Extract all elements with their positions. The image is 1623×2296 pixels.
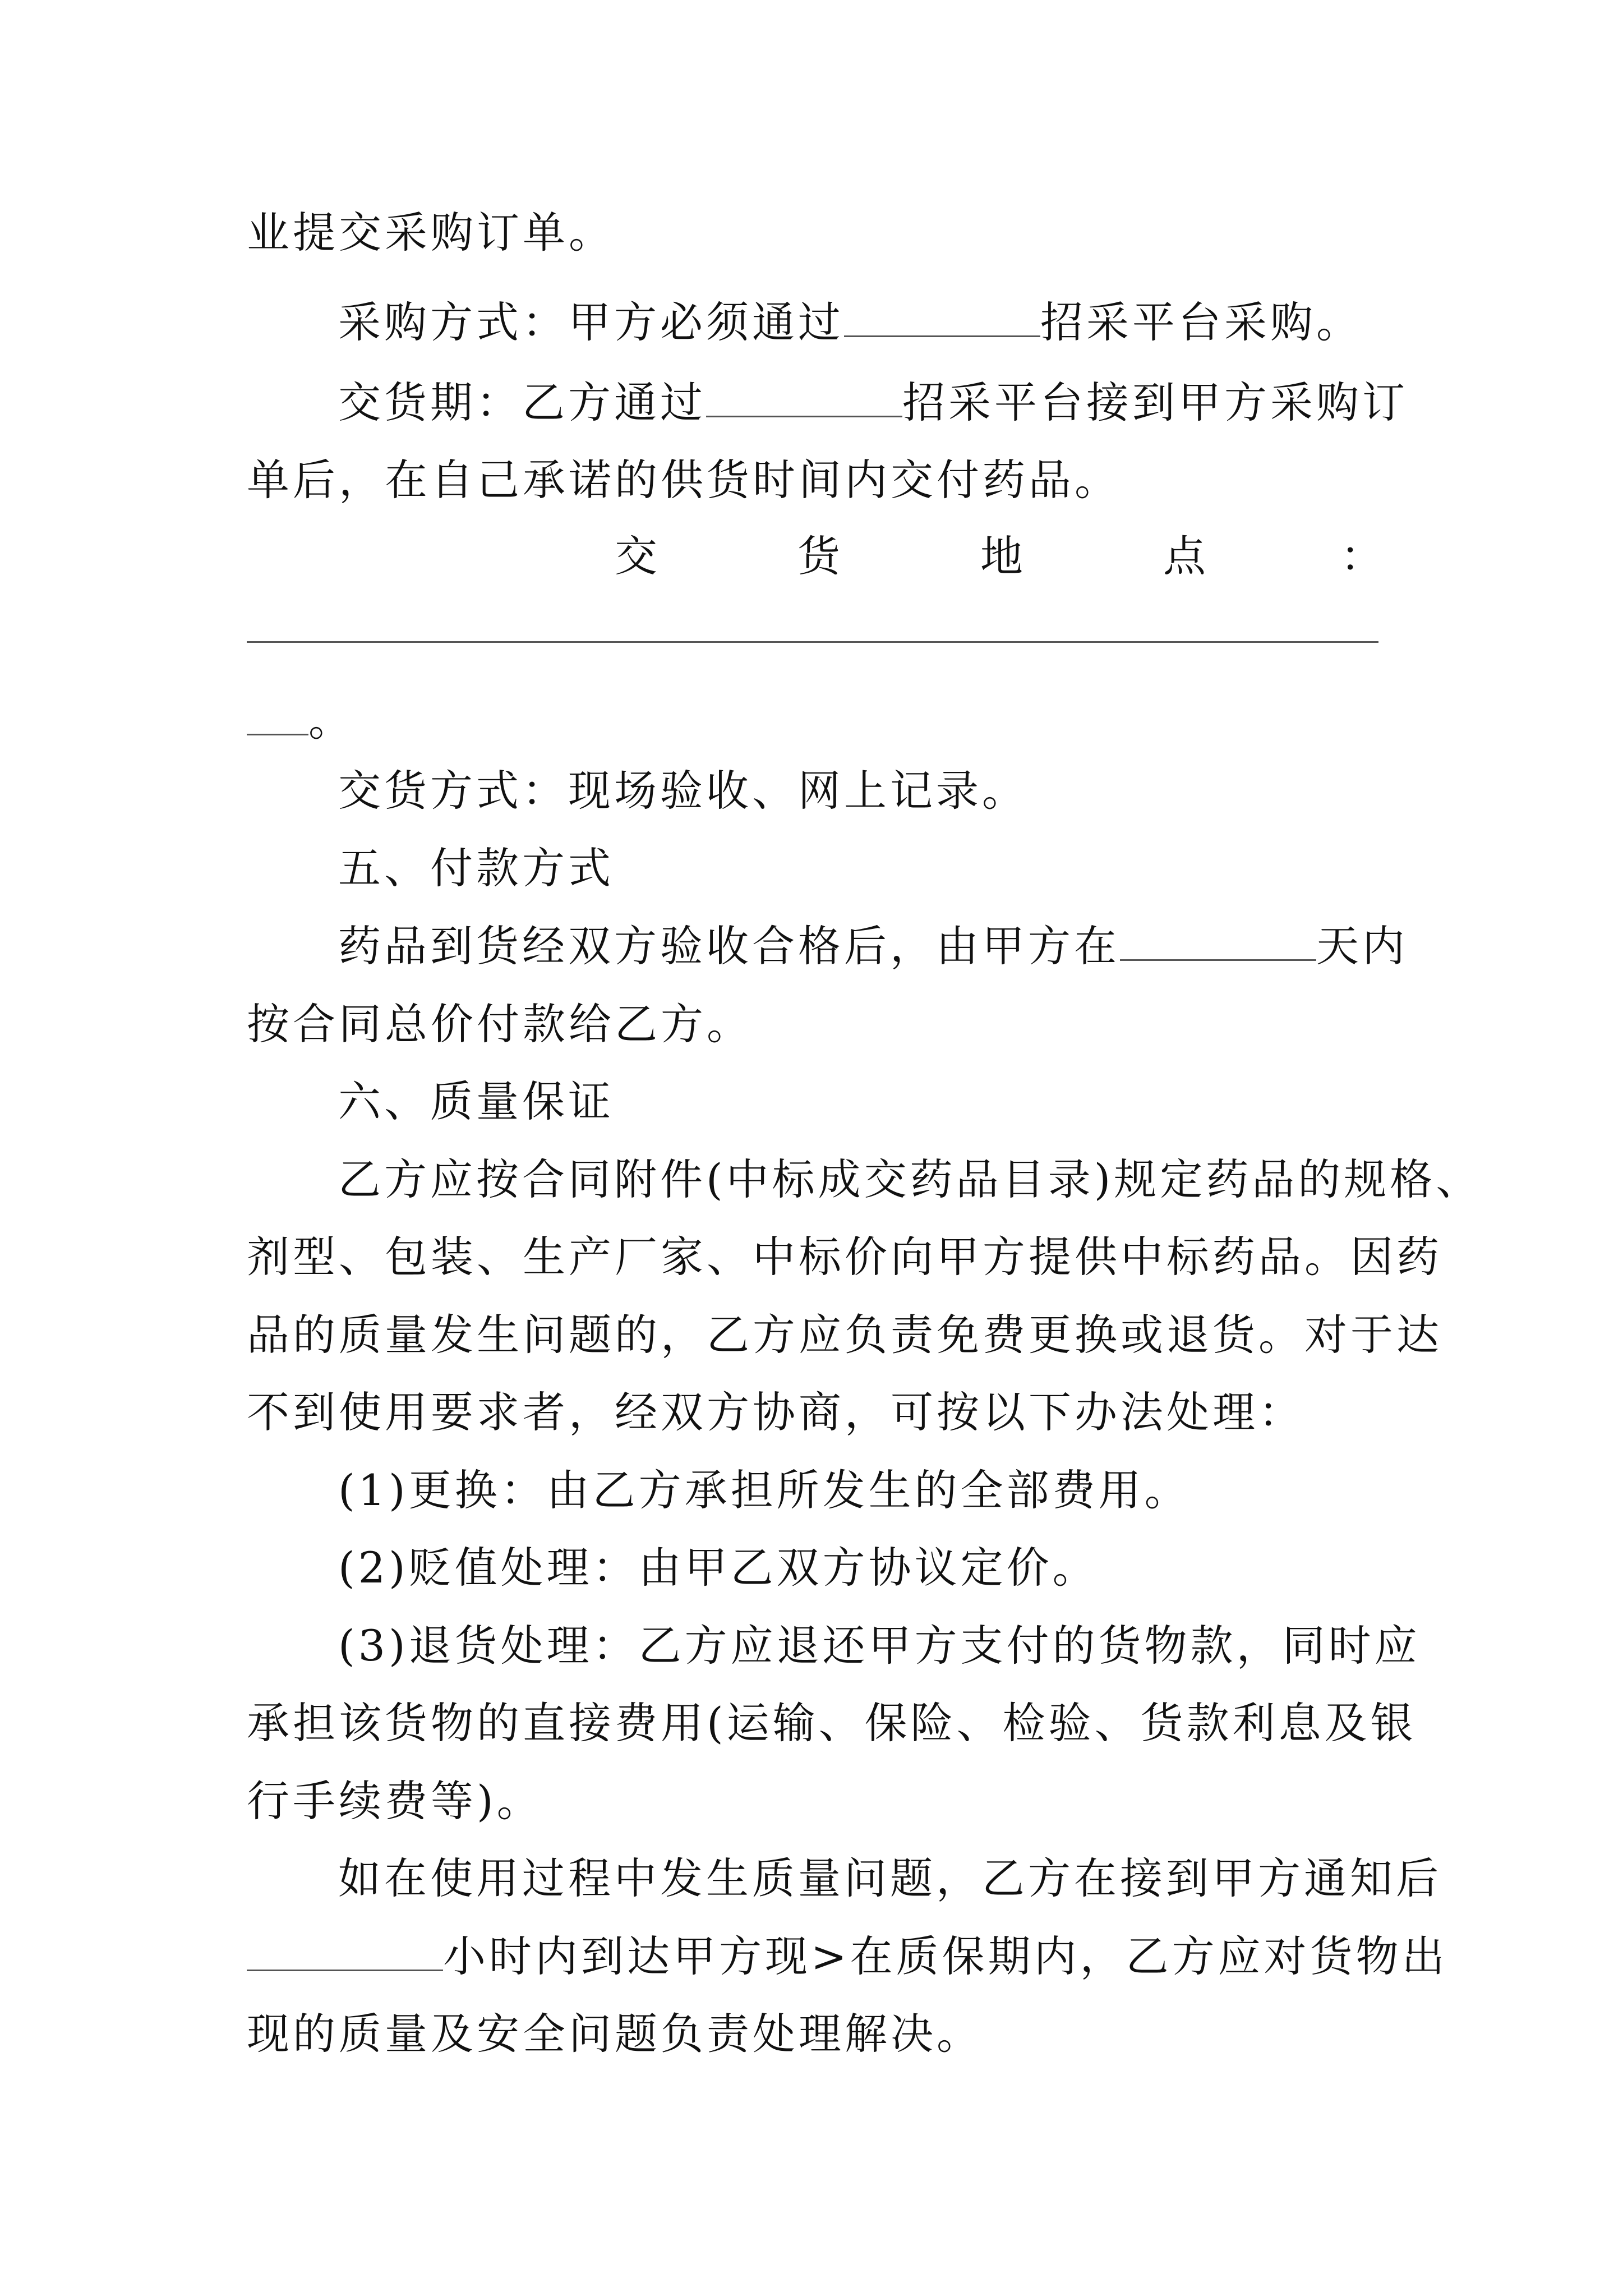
section-heading	[338, 1074, 1391, 1130]
text: 小时内到达甲方现>在质保期内，乙方应对货物出	[443, 1931, 1448, 1981]
text-line	[247, 1384, 1391, 1441]
text: 业提交采购订单。	[247, 208, 615, 257]
text-line	[247, 452, 1391, 508]
fill-blank	[844, 296, 1040, 337]
text-line	[247, 1307, 1442, 1363]
delivery-period-line	[338, 375, 1408, 431]
text-line	[247, 1695, 1417, 1751]
text: 招采平台采购。	[1040, 297, 1362, 347]
response-time-line	[247, 1929, 1448, 1985]
delivery-place-char: 点	[1163, 531, 1206, 581]
text-line	[338, 1618, 1421, 1674]
text: 招采平台接到甲方采购订	[902, 378, 1408, 427]
text: 按合同总价付款给乙方。	[247, 999, 753, 1049]
text: 交货方式：现场验收、网上记录。	[338, 766, 1028, 816]
fill-blank	[706, 376, 902, 417]
text: 品的质量发生问题的，乙方应负责免费更换或退货。对于达	[247, 1310, 1442, 1360]
text: (2)贬值处理：由甲乙双方协议定价。	[338, 1543, 1099, 1593]
delivery-place-char: 交	[615, 531, 657, 581]
text-line	[247, 1773, 1391, 1829]
fill-blank	[247, 694, 308, 735]
text: 如在使用过程中发生质量问题，乙方在接到甲方通知后	[338, 1853, 1442, 1903]
text: 承担该货物的直接费用(运输、保险、检验、货款利息及银	[247, 1698, 1417, 1748]
text: 天内	[1316, 921, 1408, 971]
fill-blank	[247, 1930, 443, 1971]
fill-blank-long	[247, 641, 1378, 643]
text: 乙方应按合同附件(中标成交药品目录)规定药品的规格、	[338, 1154, 1482, 1204]
text: (1)更换：由乙方承担所发生的全部费用。	[338, 1465, 1191, 1515]
delivery-place-char: 地	[980, 531, 1023, 581]
text-line	[338, 1540, 1391, 1596]
text: 不到使用要求者，经双方协商，可按以下办法处理：	[247, 1387, 1304, 1437]
text: 现的质量及安全问题负责处理解决。	[247, 2009, 983, 2059]
text-line	[338, 1152, 1482, 1208]
text: 六、质量保证	[338, 1076, 614, 1126]
text: 行手续费等)。	[247, 1776, 543, 1826]
text: 采购方式：甲方必须通过	[338, 297, 844, 347]
text: 。	[308, 696, 354, 746]
delivery-place-char: ：	[1340, 531, 1383, 581]
text: 单后，在自己承诺的供货时间内交付药品。	[247, 455, 1121, 505]
fill-blank	[1120, 920, 1316, 961]
section-heading	[338, 840, 1391, 896]
text: 交货期：乙方通过	[338, 378, 706, 427]
text-line	[338, 763, 1391, 819]
text: (3)退货处理：乙方应退还甲方支付的货物款，同时应	[338, 1621, 1421, 1671]
text-line	[247, 205, 1391, 261]
text-line	[247, 2006, 1391, 2062]
text-line	[338, 1851, 1442, 1907]
text-line	[338, 1462, 1391, 1519]
text-line	[247, 996, 1391, 1052]
procurement-method-line	[338, 295, 1391, 351]
text: 剂型、包装、生产厂家、中标价向甲方提供中标药品。因药	[247, 1232, 1442, 1282]
text: 药品到货经双方验收合格后，由甲方在	[338, 921, 1120, 971]
text-line	[247, 693, 1391, 749]
text: 五、付款方式	[338, 843, 614, 893]
delivery-place-char: 货	[797, 531, 840, 581]
payment-line	[338, 918, 1408, 974]
text-line	[247, 1229, 1442, 1285]
